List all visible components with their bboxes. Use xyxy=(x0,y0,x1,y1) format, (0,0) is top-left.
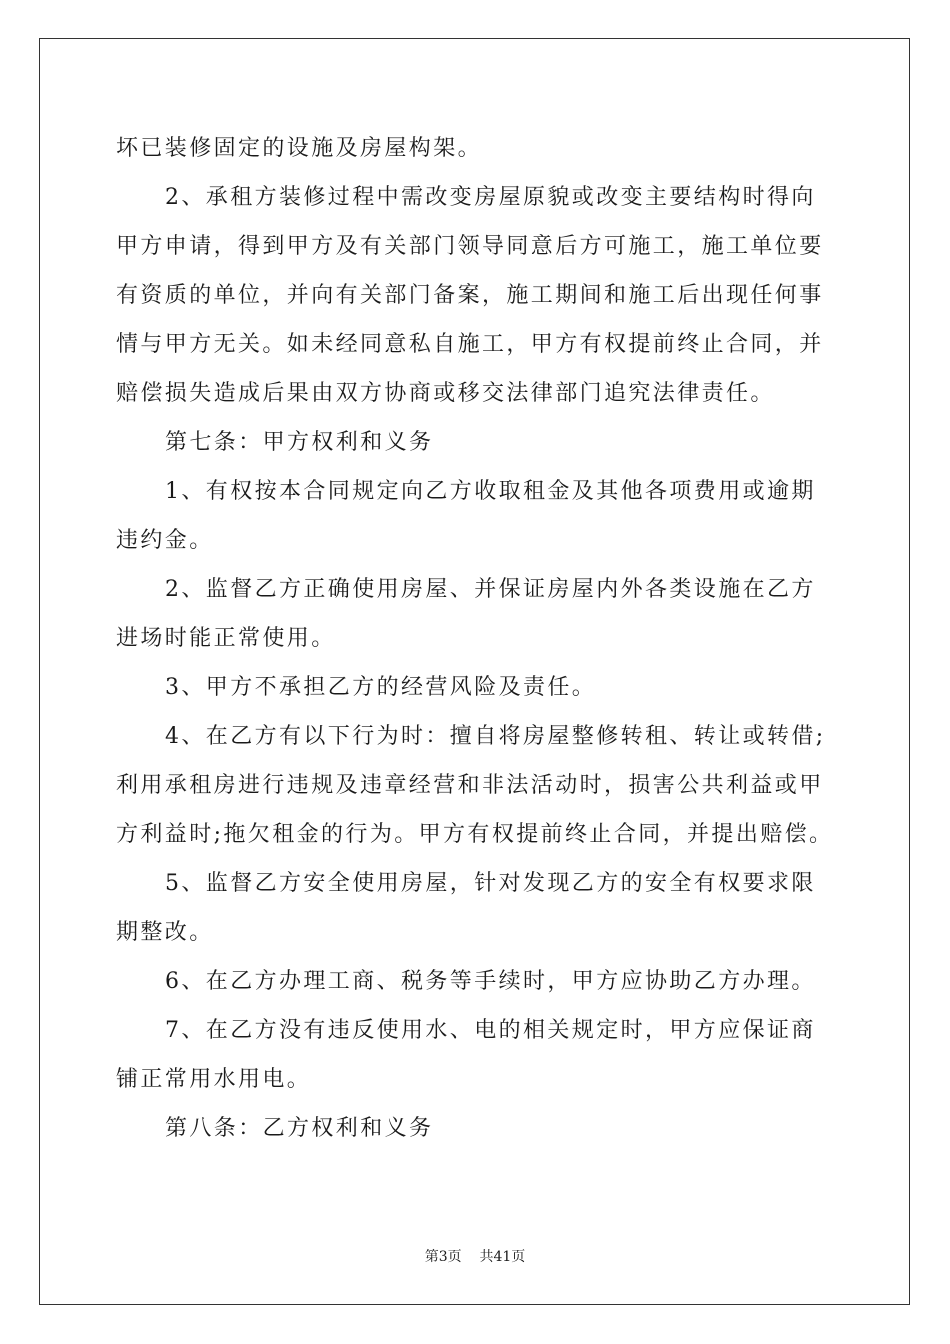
paragraph-5: 2、监督乙方正确使用房屋、并保证房屋内外各类设施在乙方进场时能正常使用。 xyxy=(116,577,816,651)
document-body xyxy=(116,124,834,1153)
page-footer xyxy=(0,1246,950,1266)
paragraph-7: 4、在乙方有以下行为时：擅自将房屋整修转租、转让或转借;利用承租房进行违规及违章经营和非法活动时，损害公共利益或甲方利益时;拖欠租金的行为。甲方有权提前终止合同，并提出赔偿。 xyxy=(116,724,834,847)
section-heading-7: 第七条：甲方权利和义务 xyxy=(165,430,434,455)
paragraph-8: 5、监督乙方安全使用房屋，针对发现乙方的安全有权要求限期整改。 xyxy=(116,871,816,945)
paragraph-6: 3、甲方不承担乙方的经营风险及责任。 xyxy=(165,675,597,700)
total-pages: 共41页 xyxy=(479,1249,526,1265)
paragraph-2: 2、承租方装修过程中需改变房屋原貌或改变主要结构时得向甲方申请，得到甲方及有关部门领导同意后方可施工，施工单位要有资质的单位，并向有关部门备案，施工期间和施工后出现任何事情与甲方无关。如未经同意私自施工，甲方有权提前终止合同，并赔偿损失造成后果由双方协商或移交法律部门追究法律责任。 xyxy=(116,185,824,406)
paragraph-9: 6、在乙方办理工商、税务等手续时，甲方应协助乙方办理。 xyxy=(165,969,816,994)
current-page-number: 第3页 xyxy=(424,1249,462,1265)
section-heading-8: 第八条：乙方权利和义务 xyxy=(165,1116,434,1141)
paragraph-10: 7、在乙方没有违反使用水、电的相关规定时，甲方应保证商铺正常用水用电。 xyxy=(116,1018,816,1092)
paragraph-1: 坏已装修固定的设施及房屋构架。 xyxy=(116,136,483,161)
paragraph-4: 1、有权按本合同规定向乙方收取租金及其他各项费用或逾期违约金。 xyxy=(116,479,816,553)
